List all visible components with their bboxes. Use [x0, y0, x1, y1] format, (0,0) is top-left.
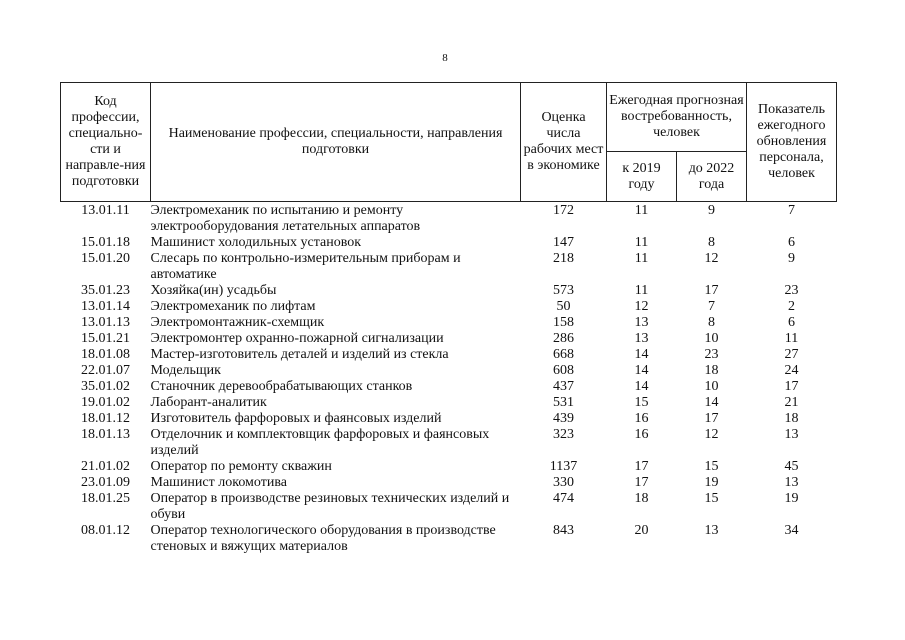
code-cell: 18.01.25	[81, 491, 130, 506]
name-cell: Отделочник и комплектовщик фарфоровых и фаянсовых изделий	[150, 427, 490, 458]
name-cell: Электромонтажник-схемщик	[150, 315, 325, 330]
demand-2022-cell: 10	[704, 379, 719, 394]
renewal-cell: 2	[788, 299, 795, 314]
code-cell: 13.01.13	[81, 315, 130, 330]
table-row	[61, 347, 837, 363]
table-row	[61, 363, 837, 379]
demand-2019-cell: 17	[634, 475, 649, 490]
demand-2022-cell: 12	[704, 251, 719, 266]
renewal-cell: 7	[788, 203, 795, 218]
estimate-cell: 147	[553, 235, 574, 250]
demand-2019-cell: 14	[634, 379, 649, 394]
header-demand: Ежегодная прогнозная востребованность, человек	[607, 83, 747, 152]
estimate-cell: 218	[553, 251, 574, 266]
renewal-cell: 6	[788, 315, 795, 330]
table-row	[61, 491, 837, 523]
table-row	[61, 235, 837, 251]
renewal-cell: 45	[784, 459, 799, 474]
demand-2022-cell: 7	[708, 299, 715, 314]
header-renewal: Показатель ежегодного обновления персонала, человек	[747, 83, 837, 202]
table-row	[61, 395, 837, 411]
name-cell: Лаборант-аналитик	[150, 395, 267, 410]
name-cell: Хозяйка(ин) усадьбы	[150, 283, 277, 298]
demand-2022-cell: 15	[704, 459, 719, 474]
demand-2019-cell: 18	[634, 491, 649, 506]
estimate-cell: 323	[553, 427, 574, 442]
demand-2019-cell: 13	[634, 315, 649, 330]
estimate-cell: 286	[553, 331, 574, 346]
header-estimate: Оценка числа рабочих мест в экономике	[521, 83, 607, 202]
demand-2019-cell: 16	[634, 411, 649, 426]
renewal-cell: 13	[784, 427, 799, 442]
table-row	[61, 523, 837, 555]
code-cell: 18.01.12	[81, 411, 130, 426]
table-body	[61, 202, 837, 556]
name-cell: Машинист холодильных установок	[150, 235, 362, 250]
demand-2022-cell: 14	[704, 395, 719, 410]
table-row	[61, 299, 837, 315]
demand-2022-cell: 23	[704, 347, 719, 362]
code-cell: 35.01.02	[81, 379, 130, 394]
header-year-2019: к 2019 году	[607, 152, 677, 202]
estimate-cell: 439	[553, 411, 574, 426]
demand-2022-cell: 19	[704, 475, 719, 490]
header-year-2022: до 2022 года	[677, 152, 747, 202]
demand-2019-cell: 15	[634, 395, 649, 410]
code-cell: 15.01.20	[81, 251, 130, 266]
demand-2022-cell: 12	[704, 427, 719, 442]
page-number: 8	[442, 52, 448, 64]
table-row	[61, 475, 837, 491]
code-cell: 18.01.08	[81, 347, 130, 362]
demand-2019-cell: 11	[634, 203, 649, 218]
demand-2019-cell: 14	[634, 363, 649, 378]
renewal-cell: 11	[784, 331, 799, 346]
renewal-cell: 6	[788, 235, 795, 250]
estimate-cell: 50	[556, 299, 571, 314]
table-row	[61, 251, 837, 283]
estimate-cell: 668	[553, 347, 574, 362]
renewal-cell: 23	[784, 283, 799, 298]
demand-2019-cell: 11	[634, 251, 649, 266]
estimate-cell: 573	[553, 283, 574, 298]
code-cell: 23.01.09	[81, 475, 130, 490]
table-row	[61, 315, 837, 331]
code-cell: 13.01.11	[81, 203, 130, 218]
table-header	[61, 83, 837, 202]
code-cell: 15.01.21	[81, 331, 130, 346]
renewal-cell: 18	[784, 411, 799, 426]
professions-table	[60, 82, 837, 555]
name-cell: Станочник деревообрабатывающих станков	[150, 379, 413, 394]
code-cell: 22.01.07	[81, 363, 130, 378]
table-row	[61, 411, 837, 427]
name-cell: Оператор по ремонту скважин	[150, 459, 332, 474]
demand-2019-cell: 14	[634, 347, 649, 362]
name-cell: Машинист локомотива	[150, 475, 287, 490]
demand-2019-cell: 12	[634, 299, 649, 314]
code-cell: 19.01.02	[81, 395, 130, 410]
demand-2022-cell: 9	[708, 203, 715, 218]
demand-2022-cell: 18	[704, 363, 719, 378]
table-row	[61, 202, 837, 236]
renewal-cell: 17	[784, 379, 799, 394]
renewal-cell: 21	[784, 395, 799, 410]
estimate-cell: 474	[553, 491, 574, 506]
estimate-cell: 608	[553, 363, 574, 378]
header-name: Наименование профессии, специальности, направления подготовки	[151, 83, 521, 202]
name-cell: Электромеханик по испытанию и ремонту электрооборудования летательных аппаратов	[150, 203, 421, 234]
demand-2022-cell: 8	[708, 235, 715, 250]
estimate-cell: 330	[553, 475, 574, 490]
name-cell: Слесарь по контрольно-измерительным приборам и автоматике	[150, 251, 461, 282]
table-row	[61, 427, 837, 459]
estimate-cell: 843	[553, 523, 574, 538]
code-cell: 08.01.12	[81, 523, 130, 538]
name-cell: Оператор в производстве резиновых технических изделий и обуви	[150, 491, 510, 522]
demand-2022-cell: 10	[704, 331, 719, 346]
renewal-cell: 19	[784, 491, 799, 506]
renewal-cell: 27	[784, 347, 799, 362]
demand-2022-cell: 17	[704, 283, 719, 298]
estimate-cell: 158	[553, 315, 574, 330]
table-row	[61, 283, 837, 299]
table-row	[61, 459, 837, 475]
estimate-cell: 1137	[549, 459, 578, 474]
renewal-cell: 13	[784, 475, 799, 490]
table-row	[61, 331, 837, 347]
name-cell: Модельщик	[150, 363, 221, 378]
demand-2022-cell: 13	[704, 523, 719, 538]
header-code: Код профессии, специально-сти и направле-ния подготовки	[61, 83, 151, 202]
demand-2022-cell: 8	[708, 315, 715, 330]
demand-2022-cell: 15	[704, 491, 719, 506]
demand-2019-cell: 16	[634, 427, 649, 442]
estimate-cell: 172	[553, 203, 574, 218]
estimate-cell: 437	[553, 379, 574, 394]
code-cell: 15.01.18	[81, 235, 130, 250]
renewal-cell: 24	[784, 363, 799, 378]
name-cell: Оператор технологического оборудования в производстве стеновых и вяжущих материалов	[150, 523, 496, 554]
demand-2022-cell: 17	[704, 411, 719, 426]
name-cell: Электромеханик по лифтам	[150, 299, 316, 314]
code-cell: 35.01.23	[81, 283, 130, 298]
name-cell: Изготовитель фарфоровых и фаянсовых изделий	[150, 411, 442, 426]
demand-2019-cell: 11	[634, 235, 649, 250]
demand-2019-cell: 17	[634, 459, 649, 474]
table-row	[61, 379, 837, 395]
name-cell: Мастер-изготовитель деталей и изделий из стекла	[150, 347, 449, 362]
renewal-cell: 34	[784, 523, 799, 538]
renewal-cell: 9	[788, 251, 795, 266]
code-cell: 13.01.14	[81, 299, 130, 314]
demand-2019-cell: 20	[634, 523, 649, 538]
code-cell: 21.01.02	[81, 459, 130, 474]
code-cell: 18.01.13	[81, 427, 130, 442]
estimate-cell: 531	[553, 395, 574, 410]
demand-2019-cell: 11	[634, 283, 649, 298]
demand-2019-cell: 13	[634, 331, 649, 346]
name-cell: Электромонтер охранно-пожарной сигнализации	[150, 331, 444, 346]
